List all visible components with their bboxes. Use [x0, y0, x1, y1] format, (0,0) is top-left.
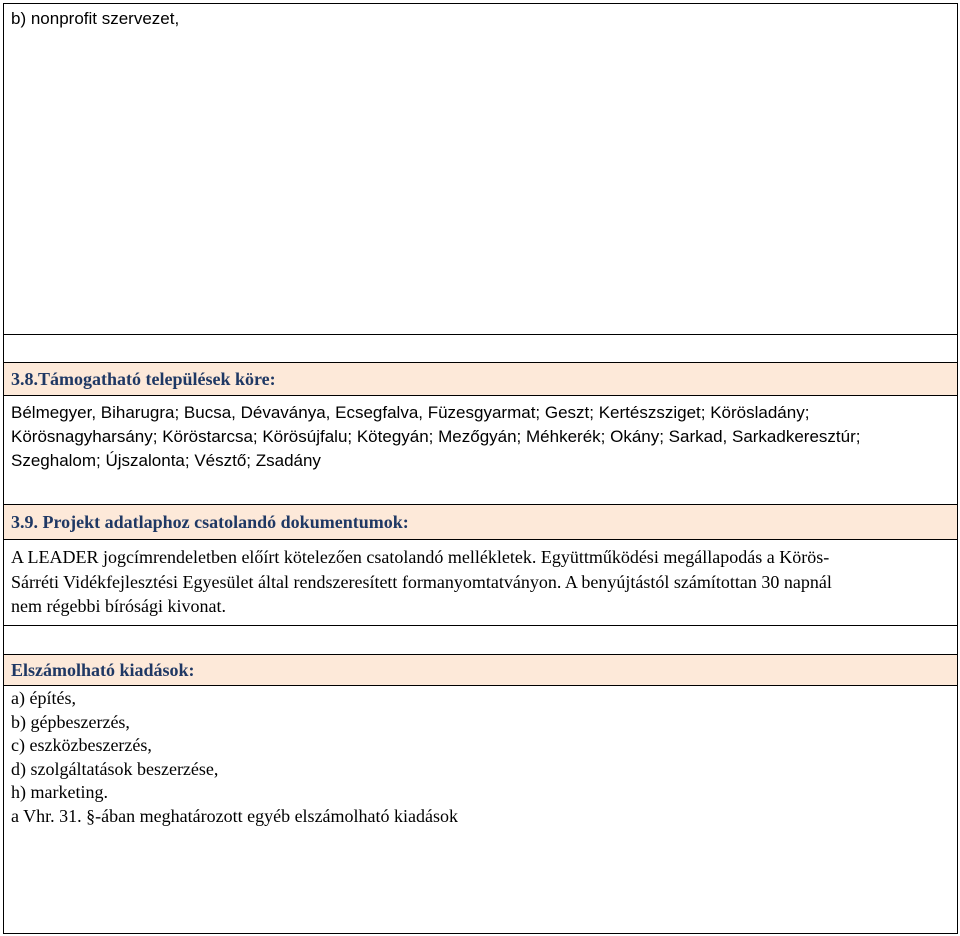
section-39-title: 3.9. Projekt adatlaphoz csatolandó dokumentumok:	[11, 512, 409, 532]
section-38-header	[4, 363, 957, 395]
section-39-header	[4, 505, 957, 539]
row-divider	[3, 539, 958, 540]
row-divider	[3, 395, 958, 396]
section-38-title: 3.8.Támogatható települések köre:	[11, 369, 276, 389]
section-39-content	[11, 545, 956, 619]
document-page	[3, 3, 958, 934]
list-item: c) eszközbeszerzés,	[11, 735, 152, 756]
list-item: a Vhr. 31. §-ában meghatározott egyéb elszámolható kiadások	[11, 805, 459, 826]
settlements-line-2: Körösnagyharsány; Köröstarcsa; Körösújfalu; Kötegyán; Mezőgyán; Méhkerék; Okány; Sarkad, Sarkadkeresztúr;	[11, 427, 861, 446]
settlements-line-1: Bélmegyer, Biharugra; Bucsa, Dévaványa, Ecsegfalva, Füzesgyarmat; Geszt; Kertészsziget; Körösladány;	[11, 403, 810, 422]
row-divider	[3, 334, 958, 335]
expenses-header	[4, 655, 957, 685]
documents-line-3: nem régebbi bírósági kivonat.	[11, 596, 226, 616]
list-item: a) építés,	[11, 688, 76, 708]
top-item-text: b) nonprofit szervezet,	[11, 9, 180, 28]
row-divider	[3, 625, 958, 626]
expenses-title: Elszámolható kiadások:	[11, 660, 195, 680]
settlements-line-3: Szeghalom; Újszalonta; Vésztő; Zsadány	[11, 451, 321, 470]
list-item: b) gépbeszerzés,	[11, 711, 130, 732]
list-item: h) marketing.	[11, 782, 108, 803]
section-38-content	[11, 401, 956, 473]
expenses-list	[11, 687, 956, 829]
documents-line-1: A LEADER jogcímrendeletben előírt kötelezően csatolandó mellékletek. Együttműködési megállapodás a Körös-	[11, 547, 830, 567]
list-item: d) szolgáltatások beszerzése,	[11, 758, 219, 779]
top-item	[11, 9, 911, 29]
row-divider	[3, 685, 958, 686]
documents-line-2: Sárréti Vidékfejlesztési Egyesület által rendszeresített formanyomtatványon. A benyújtástól számítottan 30 napnál	[11, 571, 832, 592]
